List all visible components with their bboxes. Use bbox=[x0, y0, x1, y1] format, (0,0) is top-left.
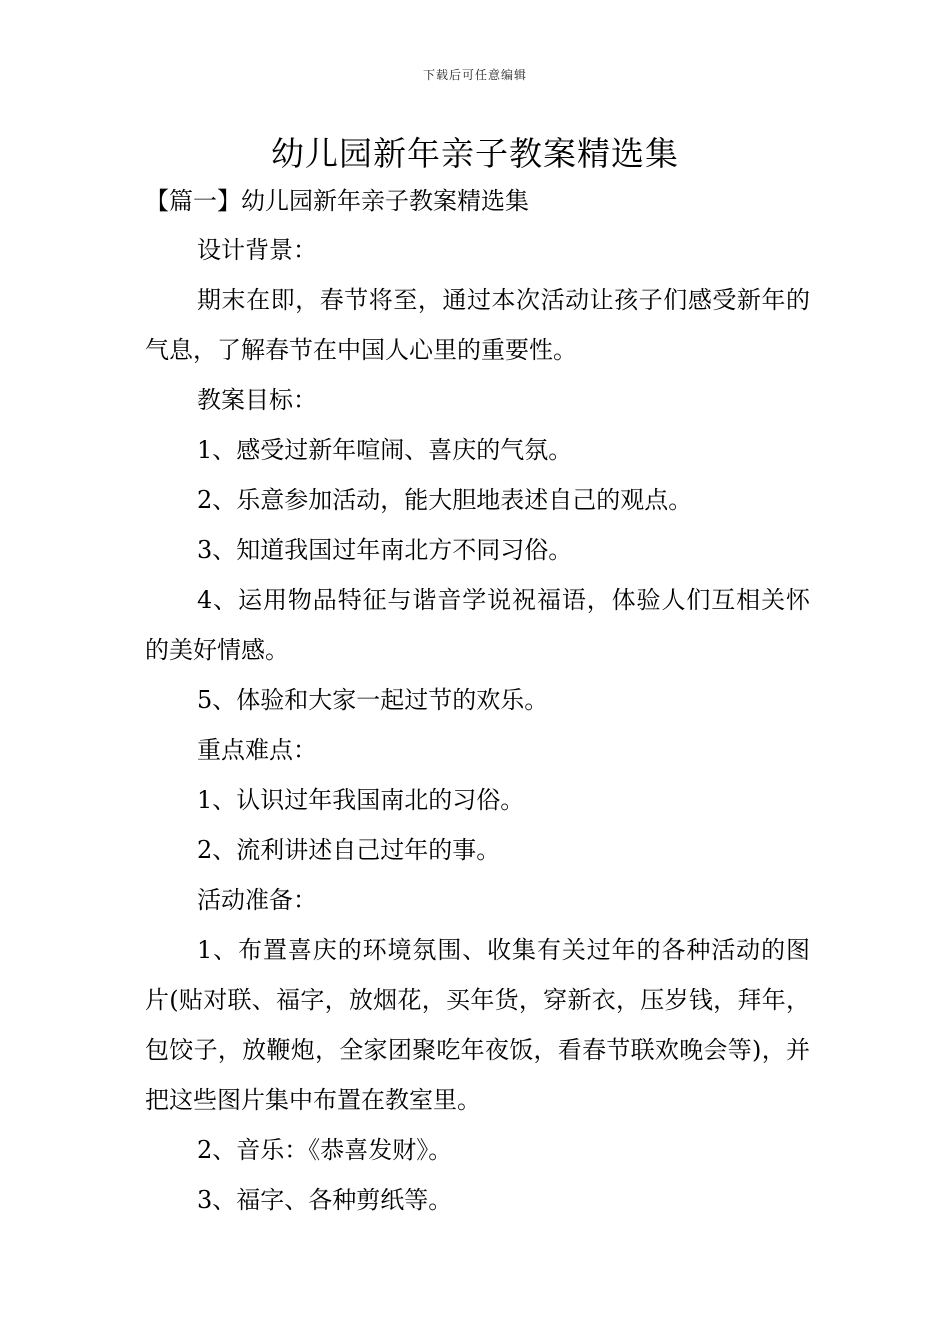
paragraph-goals-heading: 教案目标： bbox=[197, 386, 317, 414]
paragraph-goal-3: 3、知道我国过年南北方不同习俗。 bbox=[197, 536, 573, 564]
header-note: 下载后可任意编辑 bbox=[422, 68, 527, 82]
paragraph-design-background: 期末在即，春节将至，通过本次活动让孩子们感受新年的气息，了解春节在中国人心里的重要性。 bbox=[145, 286, 810, 364]
section-heading: 【篇一】幼儿园新年亲子教案精选集 bbox=[145, 187, 529, 215]
paragraph-goal-2: 2、乐意参加活动，能大胆地表述自己的观点。 bbox=[197, 486, 693, 514]
paragraph-goal-4: 4、运用物品特征与谐音学说祝福语，体验人们互相关怀的美好情感。 bbox=[145, 586, 810, 664]
paragraph-key-point-1: 1、认识过年我国南北的习俗。 bbox=[197, 786, 525, 814]
paragraph-preparation-heading: 活动准备： bbox=[197, 886, 317, 914]
paragraph-goal-1: 1、感受过新年喧闹、喜庆的气氛。 bbox=[197, 436, 573, 464]
paragraph-preparation-3: 3、福字、各种剪纸等。 bbox=[197, 1186, 453, 1214]
paragraph-key-points-heading: 重点难点： bbox=[197, 736, 317, 764]
document-body bbox=[145, 225, 810, 1225]
paragraph-design-background-heading: 设计背景： bbox=[197, 236, 317, 264]
paragraph-goal-5: 5、体验和大家一起过节的欢乐。 bbox=[197, 686, 549, 714]
paragraph-preparation-1: 1、布置喜庆的环境氛围、收集有关过年的各种活动的图片(贴对联、福字，放烟花，买年货，穿新衣，压岁钱，拜年，包饺子，放鞭炮，全家团聚吃年夜饭，看春节联欢晚会等)，并把这些图片集中布置在教室里。 bbox=[145, 936, 810, 1114]
document-title: 幼儿园新年亲子教案精选集 bbox=[271, 134, 679, 173]
paragraph-preparation-2: 2、音乐：《恭喜发财》。 bbox=[197, 1136, 453, 1164]
paragraph-key-point-2: 2、流利讲述自己过年的事。 bbox=[197, 836, 501, 864]
